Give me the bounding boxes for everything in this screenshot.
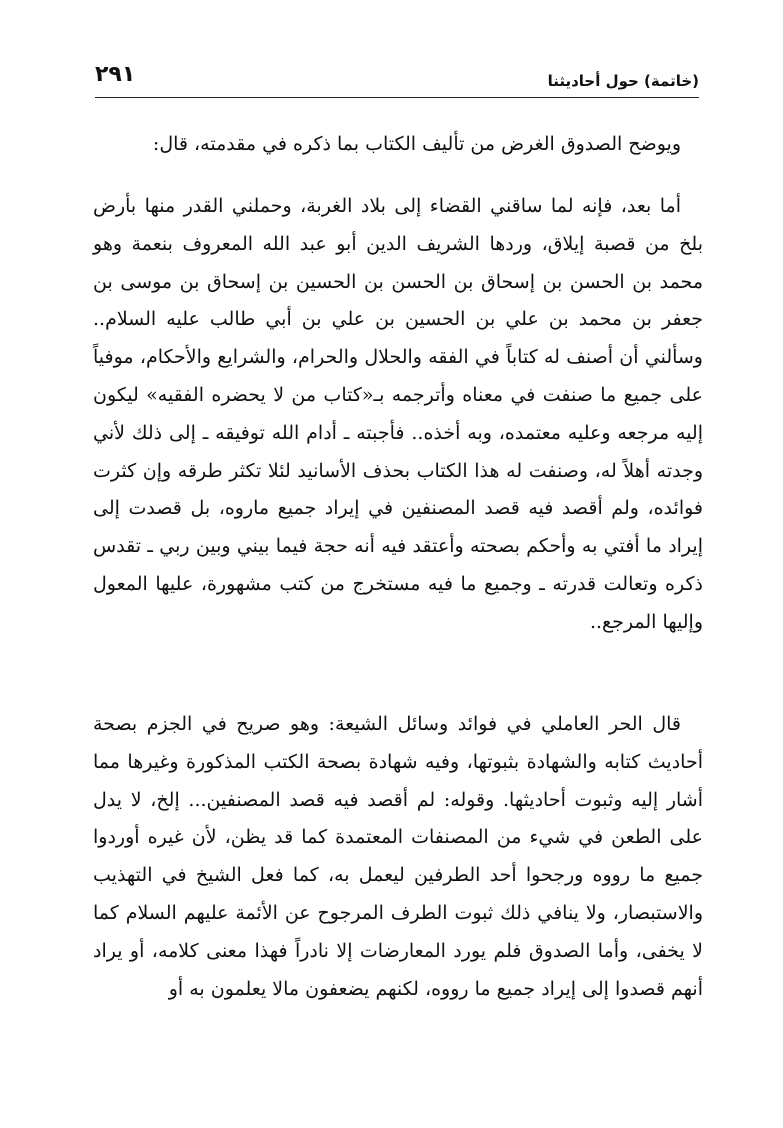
page-header (95, 62, 699, 94)
commentary-paragraph: قال الحر العاملي في فوائد وسائل الشيعة: وهو صريح في الجزم بصحة أحاديث كتابه والشهادة بثبوتها، وفيه شهادة بصحة الكتب المذكورة وغيرها مما أشار إليه وثبوت أحاديثها. وقوله: لم أقصد فيه قصد المصنفين... إلخ، لا يدل على الطعن في شيء من المصنفات المعتمدة كما قد يظن، لأن غيره أوردوا جميع ما رووه ورجحوا أحد الطرفين ليعمل به، كما فعل الشيخ في التهذيب والاستبصار، ولا ينافي ذلك ثبوت الطرف المرجوح عن الأئمة عليهم السلام كما لا يخفى، وأما الصدوق فلم يورد المعارضات إلا نادراً فهذا معنى كلامه، أو يراد أنهم قصدوا إلى إيراد جميع ما رووه، لكنهم يضعفون مالا يعلمون به أو (93, 713, 703, 1000)
quoted-preface-paragraph: أما بعد، فإنه لما ساقني القضاء إلى بلاد الغربة، وحملني القدر منها بأرض بلخ من قصبة إيلاق، وردها الشريف الدين أبو عبد الله المعروف بنعمة وهو محمد بن الحسن بن إسحاق بن الحسن بن الحسين بن إسحاق بن موسى بن جعفر بن محمد بن علي بن الحسين بن علي بن أبي طالب عليه السلام.. وسألني أن أصنف له كتاباً في الفقه والحلال والحرام، والشرايع والأحكام، موفياً على جميع ما صنفت في معناه وأترجمه بـ«كتاب من لا يحضره الفقيه» ليكون إليه مرجعه وعليه معتمده، وبه أخذه.. فأجبته ـ أدام الله توفيقه ـ إلى ذلك لأني وجدته أهلاً له، وصنفت له هذا الكتاب بحذف الأسانيد لئلا تكثر طرقه وإن كثرت فوائده، ولم أقصد فيه قصد المصنفين في إيراد جميع ماروه، بل قصدت إلى إيراد ما أفتي به وأحكم بصحته وأعتقد فيه أنه حجة فيما بيني وبين ربي ـ تقدس ذكره وتعالت قدرته ـ وجميع ما فيه مستخرج من كتب مشهورة، عليها المعول وإليها المرجع.. (93, 195, 703, 633)
running-title: (خاتمة) حول أحاديثنا (547, 72, 699, 90)
intro-paragraph: ويوضح الصدوق الغرض من تأليف الكتاب بما ذكره في مقدمته، قال: (152, 133, 681, 155)
header-rule (95, 97, 699, 98)
page-number: ٢٩١ (95, 62, 136, 87)
